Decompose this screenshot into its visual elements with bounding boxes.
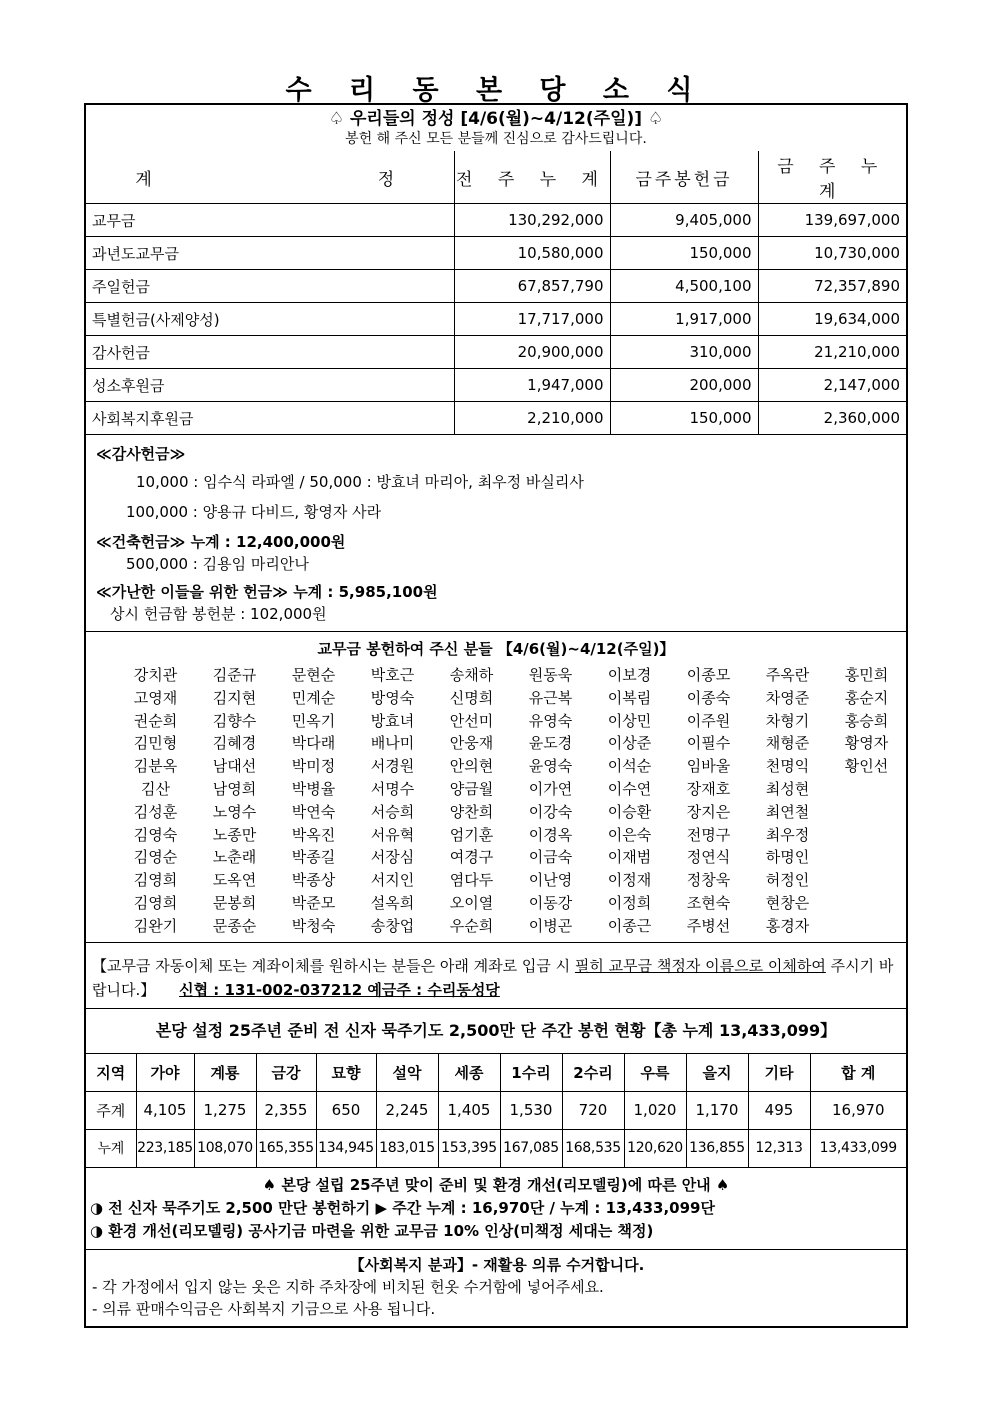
donor-name xyxy=(827,846,906,869)
rosary-cell: 1,170 xyxy=(686,1091,748,1129)
this-week-value: 4,500,100 xyxy=(610,270,758,303)
donor-name: 장지은 xyxy=(686,802,731,821)
offering-label: 감사헌금 xyxy=(86,336,454,369)
donor-name: 서명수 xyxy=(370,779,415,798)
donor-name: 천명익 xyxy=(765,757,810,776)
donor-name: 이병곤 xyxy=(528,916,573,935)
rosary-header-row xyxy=(86,1054,906,1092)
rosary-cell: 설악 xyxy=(376,1054,438,1092)
offering-row xyxy=(86,237,906,270)
donor-name: 정창욱 xyxy=(686,871,731,890)
donor-row xyxy=(86,664,906,687)
donor-name: 박연숙 xyxy=(291,802,336,821)
donor-name: 채형준 xyxy=(765,734,810,753)
donor-name: 현창은 xyxy=(765,893,810,912)
donor-name: 이종모 xyxy=(686,666,731,684)
donor-name: 정연식 xyxy=(686,848,731,867)
welfare-section xyxy=(86,1250,906,1326)
rosary-weekly-row xyxy=(86,1091,906,1129)
total-value: 21,210,000 xyxy=(758,336,906,369)
rosary-cell: 12,313 xyxy=(748,1129,810,1167)
prev-total-value: 130,292,000 xyxy=(454,204,610,237)
donor-name: 김준규 xyxy=(212,666,257,684)
rosary-cell: 720 xyxy=(562,1091,624,1129)
notice-text-2: 필히 교무금 책정자 이름으로 이체하여 xyxy=(574,956,826,975)
rosary-cumulative-row xyxy=(86,1129,906,1167)
rosary-cell: 16,970 xyxy=(810,1091,906,1129)
offering-row xyxy=(86,369,906,402)
prev-total-value: 2,210,000 xyxy=(454,402,610,435)
donor-name: 차영준 xyxy=(765,688,810,707)
donor-row xyxy=(86,710,906,733)
donor-name: 홍순지 xyxy=(844,688,889,707)
donor-name: 문봉희 xyxy=(212,893,257,912)
offering-label: 교무금 xyxy=(86,204,454,237)
donor-row xyxy=(86,892,906,915)
building-title: ≪건축헌금≫ 누계 : 12,400,000원 xyxy=(96,533,346,551)
guide-line-2: ◑ 환경 개선(리모델링) 공사기금 마련을 위한 교무금 10% 인상(미책정 세대는 책정) xyxy=(90,1221,654,1240)
donor-name: 서장심 xyxy=(370,848,415,867)
prev-total-value: 1,947,000 xyxy=(454,369,610,402)
guide-title: ♠ 본당 설립 25주년 맞이 준비 및 환경 개선(리모델링)에 따른 안내 ♠ xyxy=(262,1175,730,1194)
rosary-cell: 을지 xyxy=(686,1054,748,1092)
donor-name: 이주원 xyxy=(686,711,731,730)
gifts-section xyxy=(86,435,906,632)
donor-name: 이정재 xyxy=(607,871,652,890)
donors-list xyxy=(86,662,906,942)
rosary-table xyxy=(86,1054,906,1167)
offering-table xyxy=(86,151,906,434)
donor-row xyxy=(86,824,906,847)
donor-name: 문종순 xyxy=(212,916,257,935)
donor-name: 김영희 xyxy=(133,893,178,912)
rosary-cell: 우륵 xyxy=(624,1054,686,1092)
rosary-section xyxy=(86,1009,906,1168)
donor-name: 민옥기 xyxy=(291,711,336,730)
donor-name: 여경구 xyxy=(449,848,494,867)
donor-name: 장재호 xyxy=(686,779,731,798)
offering-label: 주일헌금 xyxy=(86,270,454,303)
donor-row xyxy=(86,846,906,869)
rosary-cell: 묘향 xyxy=(316,1054,376,1092)
donor-name: 윤도경 xyxy=(528,734,573,753)
donor-row xyxy=(86,755,906,778)
donor-name: 이은숙 xyxy=(607,825,652,844)
prev-total-value: 67,857,790 xyxy=(454,270,610,303)
donor-name: 김영순 xyxy=(133,848,178,867)
donor-name: 도옥연 xyxy=(212,871,257,890)
donor-name: 유영숙 xyxy=(528,711,573,730)
donor-row xyxy=(86,687,906,710)
donor-name: 엄기훈 xyxy=(449,825,494,844)
poor-title: ≪가난한 이들을 위한 헌금≫ 누계 : 5,985,100원 xyxy=(96,583,438,601)
donor-name: 김향수 xyxy=(212,711,257,730)
donor-name: 박종길 xyxy=(291,848,336,867)
offering-row xyxy=(86,303,906,336)
donors-section xyxy=(86,632,906,943)
donor-name: 주옥란 xyxy=(765,666,810,684)
donor-name: 김지현 xyxy=(212,688,257,707)
donor-name: 이난영 xyxy=(528,871,573,890)
donor-name: 방효녀 xyxy=(370,711,415,730)
donor-row xyxy=(86,915,906,938)
donor-name: 고영재 xyxy=(133,688,178,707)
donor-name: 하명인 xyxy=(765,848,810,867)
rosary-cell: 계룡 xyxy=(194,1054,256,1092)
total-value: 10,730,000 xyxy=(758,237,906,270)
rosary-cell: 2,245 xyxy=(376,1091,438,1129)
rosary-cell: 168,535 xyxy=(562,1129,624,1167)
donor-name: 홍민희 xyxy=(844,666,889,684)
donor-name: 이가연 xyxy=(528,779,573,798)
donor-name: 김혜경 xyxy=(212,734,257,753)
donor-name: 서유혁 xyxy=(370,825,415,844)
donor-name: 이필수 xyxy=(686,734,731,753)
donor-name: 최연철 xyxy=(765,802,810,821)
rosary-cell: 13,433,099 xyxy=(810,1129,906,1167)
rosary-cell: 1,020 xyxy=(624,1091,686,1129)
donor-name: 이석순 xyxy=(607,757,652,776)
donor-name: 임바울 xyxy=(686,757,731,776)
donors-title: 교무금 봉헌하여 주신 분들 【4/6(월)~4/12(주일)】 xyxy=(317,640,675,658)
donor-name xyxy=(827,892,906,915)
donor-name: 방영숙 xyxy=(370,688,415,707)
rosary-cell: 누계 xyxy=(86,1129,136,1167)
rosary-cell: 가야 xyxy=(136,1054,194,1092)
total-value: 2,147,000 xyxy=(758,369,906,402)
donor-name: 강치관 xyxy=(133,666,178,684)
donor-name: 유근복 xyxy=(528,688,573,707)
total-value: 2,360,000 xyxy=(758,402,906,435)
offering-subheading: 봉헌 해 주신 모든 분들께 진심으로 감사드립니다. xyxy=(345,131,647,147)
donor-name: 김영희 xyxy=(133,871,178,890)
rosary-cell: 108,070 xyxy=(194,1129,256,1167)
donor-name: 김민형 xyxy=(133,734,178,753)
guide-line-1: ◑ 전 신자 묵주기도 2,500 만단 봉헌하기 ▶ 주간 누계 : 16,970단 / 누계 : 13,433,099단 xyxy=(90,1198,715,1217)
offering-label: 사회복지후원금 xyxy=(86,402,454,435)
offering-header-row xyxy=(86,151,906,204)
donor-name: 이상준 xyxy=(607,734,652,753)
donor-name: 최성현 xyxy=(765,779,810,798)
prev-total-value: 20,900,000 xyxy=(454,336,610,369)
anniversary-guide xyxy=(86,1168,906,1250)
donor-name: 노종만 xyxy=(212,825,257,844)
donor-name: 이금숙 xyxy=(528,848,573,867)
donor-name: 이경옥 xyxy=(528,825,573,844)
donor-name: 이보경 xyxy=(607,666,652,684)
donor-name: 이복림 xyxy=(607,688,652,707)
donor-name xyxy=(827,778,906,801)
rosary-cell: 183,015 xyxy=(376,1129,438,1167)
offering-row xyxy=(86,336,906,369)
donor-name: 안선미 xyxy=(449,711,494,730)
offering-heading: ♤ 우리들의 정성 [4/6(월)~4/12(주일)] ♤ xyxy=(328,109,664,129)
donor-name: 이동강 xyxy=(528,893,573,912)
rosary-cell: 주계 xyxy=(86,1091,136,1129)
donor-name: 배나미 xyxy=(370,734,415,753)
donor-name: 서승희 xyxy=(370,802,415,821)
welfare-line-1: - 각 가정에서 입지 않는 옷은 지하 주차장에 비치된 헌옷 수거함에 넣어주세요. xyxy=(92,1277,604,1296)
donor-name: 서지인 xyxy=(370,871,415,890)
donor-name: 황인선 xyxy=(844,757,889,776)
donor-name: 오이열 xyxy=(449,893,494,912)
donor-name: 김분옥 xyxy=(133,757,178,776)
donor-name: 이종근 xyxy=(607,916,652,935)
donor-name: 노춘래 xyxy=(212,848,257,867)
poor-line: 상시 헌금함 봉헌분 : 102,000원 xyxy=(110,605,327,623)
offering-label: 성소후원금 xyxy=(86,369,454,402)
rosary-cell: 1,405 xyxy=(438,1091,500,1129)
donor-name: 안의현 xyxy=(449,757,494,776)
donor-name: 염다두 xyxy=(449,871,494,890)
bank-account: 신협 : 131-002-037212 예금주 : 수리동성당 xyxy=(179,980,500,999)
this-week-value: 150,000 xyxy=(610,237,758,270)
donor-name: 이수연 xyxy=(607,779,652,798)
donor-name: 박준모 xyxy=(291,893,336,912)
donor-name: 김산 xyxy=(141,779,170,798)
donor-name: 문현순 xyxy=(291,666,336,684)
donor-row xyxy=(86,732,906,755)
rosary-cell: 153,395 xyxy=(438,1129,500,1167)
rosary-cell: 2,355 xyxy=(256,1091,316,1129)
donor-name: 우순희 xyxy=(449,916,494,935)
building-line: 500,000 : 김용임 마리안나 xyxy=(126,555,309,573)
donor-name: 송창업 xyxy=(370,916,415,935)
donor-name: 박호근 xyxy=(370,666,415,684)
total-value: 19,634,000 xyxy=(758,303,906,336)
this-week-value: 150,000 xyxy=(610,402,758,435)
rosary-cell: 165,355 xyxy=(256,1129,316,1167)
notice-text-3: 주시기 바랍니다.】 xyxy=(92,956,894,999)
page-title: 수 리 동 본 당 소 식 xyxy=(285,75,707,106)
donor-name: 이종숙 xyxy=(686,688,731,707)
donor-name: 최우정 xyxy=(765,825,810,844)
col-total: 금 주 누 계 xyxy=(758,151,906,204)
this-week-value: 9,405,000 xyxy=(610,204,758,237)
total-value: 72,357,890 xyxy=(758,270,906,303)
donor-name: 주병선 xyxy=(686,916,731,935)
donor-name: 홍승희 xyxy=(844,711,889,730)
donor-name: 박옥진 xyxy=(291,825,336,844)
donor-name: 박미정 xyxy=(291,757,336,776)
rosary-cell: 136,855 xyxy=(686,1129,748,1167)
donor-name: 민계순 xyxy=(291,688,336,707)
notice-text-1: 【교무금 자동이체 또는 계좌이체를 원하시는 분들은 아래 계좌로 입금 시 xyxy=(92,956,575,975)
rosary-cell: 1,275 xyxy=(194,1091,256,1129)
donor-name: 박청숙 xyxy=(291,916,336,935)
donor-name: 박병율 xyxy=(291,779,336,798)
donor-name xyxy=(827,824,906,847)
rosary-cell: 2수리 xyxy=(562,1054,624,1092)
donor-row xyxy=(86,778,906,801)
offering-label: 과년도교무금 xyxy=(86,237,454,270)
transfer-notice xyxy=(86,943,906,1009)
donor-name: 전명구 xyxy=(686,825,731,844)
rosary-cell: 650 xyxy=(316,1091,376,1129)
offering-row xyxy=(86,270,906,303)
donor-name: 황영자 xyxy=(844,734,889,753)
this-week-value: 310,000 xyxy=(610,336,758,369)
donor-name: 양찬희 xyxy=(449,802,494,821)
donor-row xyxy=(86,869,906,892)
donor-name: 이승환 xyxy=(607,802,652,821)
this-week-value: 200,000 xyxy=(610,369,758,402)
donor-name: 남대선 xyxy=(212,757,257,776)
donor-name xyxy=(827,915,906,938)
thanks-title: ≪감사헌금≫ xyxy=(96,445,186,463)
donor-name: 차형기 xyxy=(765,711,810,730)
donor-name: 김성훈 xyxy=(133,802,178,821)
donor-name: 안웅재 xyxy=(449,734,494,753)
donor-name: 원동욱 xyxy=(528,666,573,684)
rosary-cell: 지역 xyxy=(86,1054,136,1092)
donor-name: 설옥희 xyxy=(370,893,415,912)
col-prev-total: 전 주 누 계 xyxy=(454,151,610,204)
welfare-title: 【사회복지 분과】- 재활용 의류 수거합니다. xyxy=(349,1255,645,1274)
thanks-line-1: 10,000 : 임수식 라파엘 / 50,000 : 방효녀 마리아, 최우정 바실리사 xyxy=(136,473,584,491)
donor-name: 박종상 xyxy=(291,871,336,890)
this-week-value: 1,917,000 xyxy=(610,303,758,336)
prev-total-value: 17,717,000 xyxy=(454,303,610,336)
total-value: 139,697,000 xyxy=(758,204,906,237)
donor-name: 조현숙 xyxy=(686,893,731,912)
offering-row xyxy=(86,402,906,435)
welfare-line-2: - 의류 판매수익금은 사회복지 기금으로 사용 됩니다. xyxy=(92,1299,436,1318)
rosary-cell: 기타 xyxy=(748,1054,810,1092)
rosary-cell: 세종 xyxy=(438,1054,500,1092)
donor-name: 송채하 xyxy=(449,666,494,684)
rosary-cell: 1,530 xyxy=(500,1091,562,1129)
thanks-line-2: 100,000 : 양용규 다비드, 황영자 사라 xyxy=(126,503,382,521)
donor-name: 서경원 xyxy=(370,757,415,776)
offering-row xyxy=(86,204,906,237)
col-this-week: 금주봉헌금 xyxy=(610,151,758,204)
bulletin-frame xyxy=(84,103,908,1328)
offering-label: 특별헌금(사제양성) xyxy=(86,303,454,336)
donor-name: 양금월 xyxy=(449,779,494,798)
donor-name: 윤영숙 xyxy=(528,757,573,776)
rosary-cell: 120,620 xyxy=(624,1129,686,1167)
donor-name: 권순희 xyxy=(133,711,178,730)
col-account: 계 정 xyxy=(86,151,454,204)
donor-name: 이재범 xyxy=(607,848,652,867)
donor-row xyxy=(86,801,906,824)
donor-name: 이강숙 xyxy=(528,802,573,821)
donor-name: 이상민 xyxy=(607,711,652,730)
donor-name: 남영희 xyxy=(212,779,257,798)
rosary-cell: 167,085 xyxy=(500,1129,562,1167)
prev-total-value: 10,580,000 xyxy=(454,237,610,270)
donor-name: 박다래 xyxy=(291,734,336,753)
donor-name xyxy=(827,869,906,892)
donor-name: 허정인 xyxy=(765,871,810,890)
rosary-cell: 495 xyxy=(748,1091,810,1129)
donor-name: 신명희 xyxy=(449,688,494,707)
donor-name xyxy=(827,801,906,824)
rosary-cell: 134,945 xyxy=(316,1129,376,1167)
rosary-cell: 금강 xyxy=(256,1054,316,1092)
donor-name: 김영숙 xyxy=(133,825,178,844)
donor-name: 홍경자 xyxy=(765,916,810,935)
rosary-cell: 223,185 xyxy=(136,1129,194,1167)
rosary-cell: 1수리 xyxy=(500,1054,562,1092)
donor-name: 이정희 xyxy=(607,893,652,912)
rosary-cell: 합 계 xyxy=(810,1054,906,1092)
donor-name: 노영수 xyxy=(212,802,257,821)
offering-section xyxy=(86,105,906,435)
donor-name: 김완기 xyxy=(133,916,178,935)
rosary-cell: 4,105 xyxy=(136,1091,194,1129)
rosary-title: 본당 설정 25주년 준비 전 신자 묵주기도 2,500만 단 주간 봉헌 현황【총 누계 13,433,099】 xyxy=(86,1009,906,1054)
